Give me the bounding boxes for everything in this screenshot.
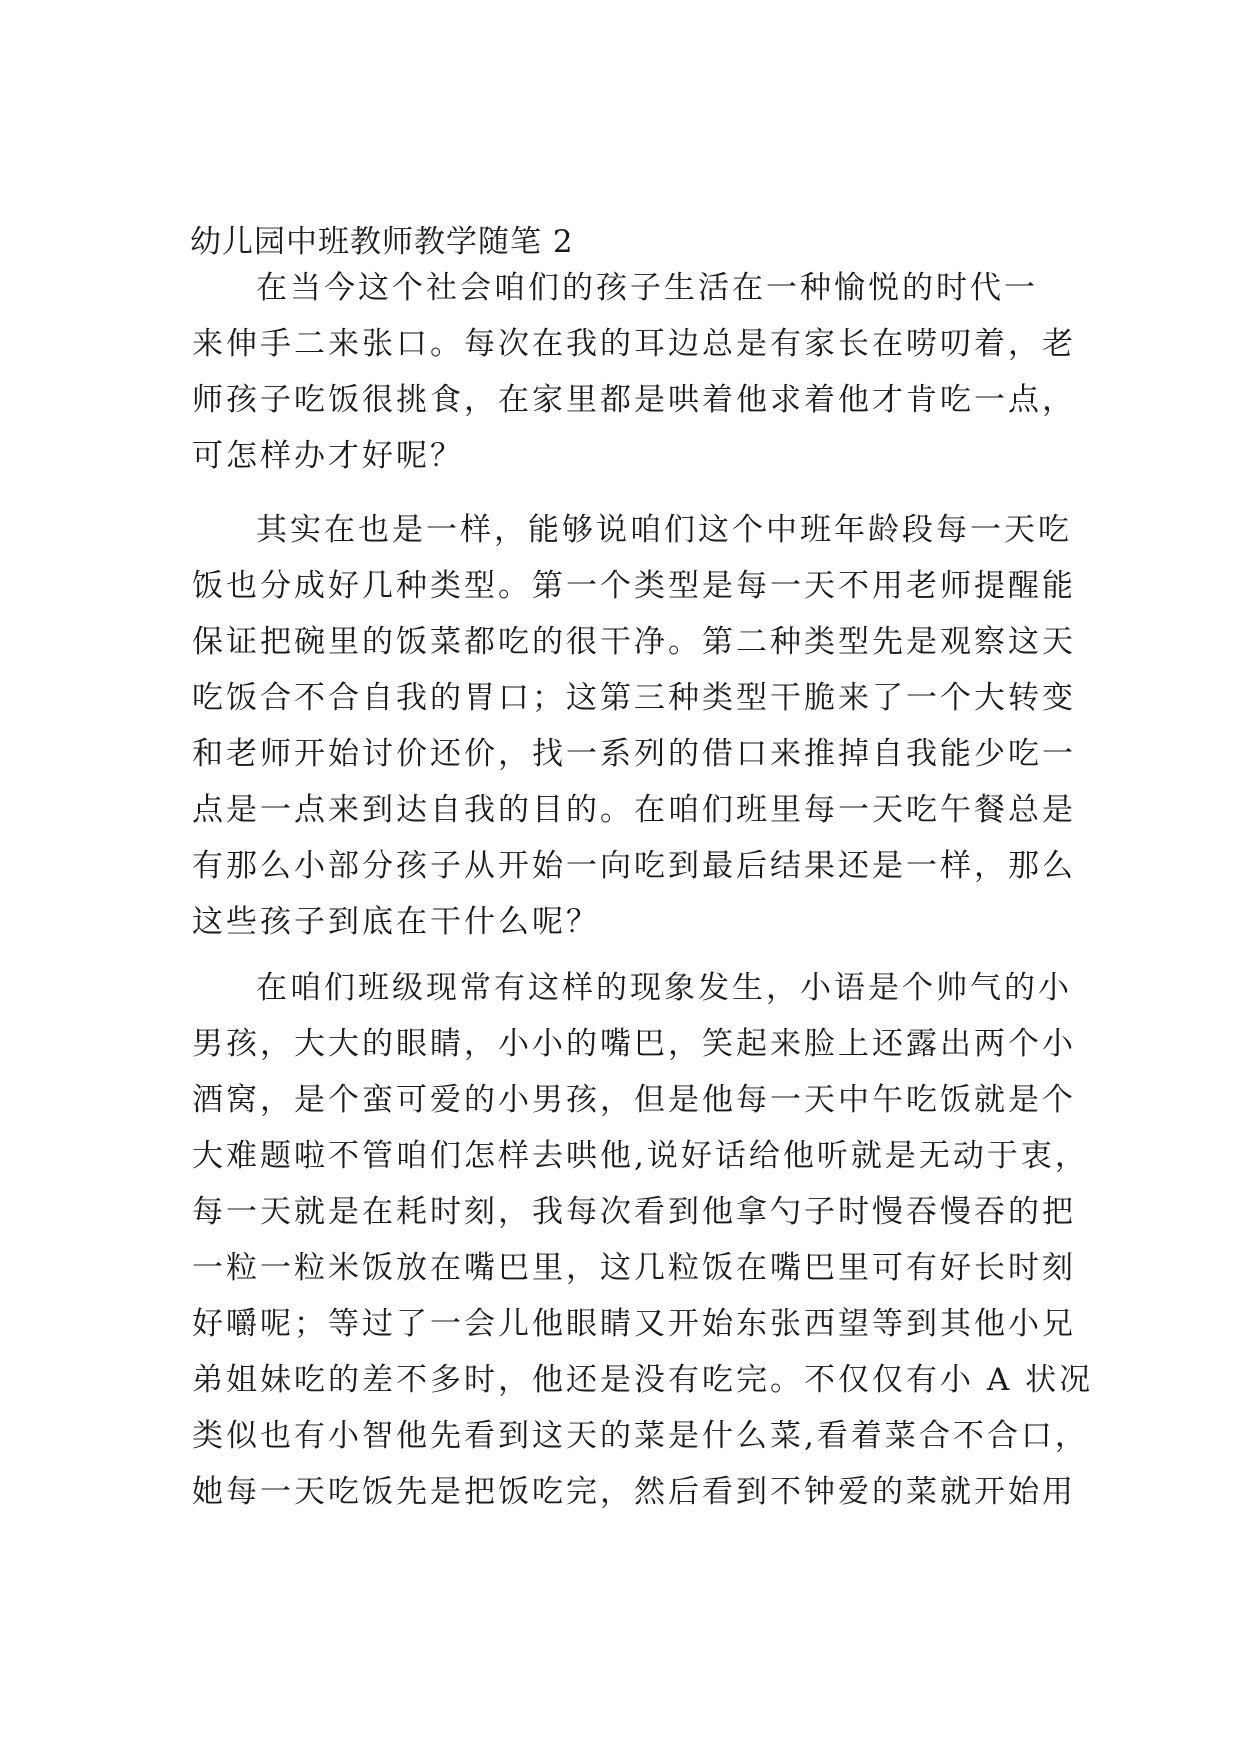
text-line: 可怎样办才好呢？ (192, 438, 464, 474)
text-line: 这些孩子到底在干什么呢？ (192, 904, 600, 940)
text-line: 点是一点来到达自我的目的。在咱们班里每一天吃午餐总是 (192, 792, 1076, 828)
text-line: 弟姐妹吃的差不多时，他还是没有吃完。不仅仅有小 A 状况 (192, 1362, 1094, 1398)
document-title: 幼儿园中班教师教学随笔 2 (190, 224, 574, 260)
text-line: 和老师开始讨价还价，找一系列的借口来推掉自我能少吃一 (192, 736, 1076, 772)
text-line: 好嚼呢；等过了一会儿他眼睛又开始东张西望等到其他小兄 (192, 1306, 1076, 1342)
text-line: 保证把碗里的饭菜都吃的很干净。第二种类型先是观察这天 (192, 624, 1076, 660)
text-line: 师孩子吃饭很挑食，在家里都是哄着他求着他才肯吃一点， (192, 382, 1076, 418)
text-line: 吃饭合不合自我的胃口；这第三种类型干脆来了一个大转变 (192, 680, 1076, 716)
text-line: 饭也分成好几种类型。第一个类型是每一天不用老师提醒能 (192, 568, 1076, 604)
text-line: 类似也有小智他先看到这天的菜是什么菜,看着菜合不合口， (192, 1418, 1089, 1454)
text-line: 酒窝，是个蛮可爱的小男孩，但是他每一天中午吃饭就是个 (192, 1082, 1076, 1118)
text-line: 大难题啦不管咱们怎样去哄他,说好话给他听就是无动于衷， (192, 1138, 1089, 1174)
text-line: 在当今这个社会咱们的孩子生活在一种愉悦的时代一 (256, 270, 1038, 306)
text-line: 其实在也是一样，能够说咱们这个中班年龄段每一天吃 (256, 512, 1072, 548)
text-line: 来伸手二来张口。每次在我的耳边总是有家长在唠叨着，老 (192, 326, 1076, 362)
text-line: 在咱们班级现常有这样的现象发生，小语是个帅气的小 (256, 970, 1072, 1006)
text-line: 有那么小部分孩子从开始一向吃到最后结果还是一样，那么 (192, 848, 1076, 884)
text-line: 每一天就是在耗时刻，我每次看到他拿勺子时慢吞慢吞的把 (192, 1194, 1076, 1230)
text-line: 一粒一粒米饭放在嘴巴里，这几粒饭在嘴巴里可有好长时刻 (192, 1250, 1076, 1286)
text-line: 男孩，大大的眼睛，小小的嘴巴，笑起来脸上还露出两个小 (192, 1026, 1076, 1062)
text-line: 她每一天吃饭先是把饭吃完，然后看到不钟爱的菜就开始用 (192, 1474, 1076, 1510)
